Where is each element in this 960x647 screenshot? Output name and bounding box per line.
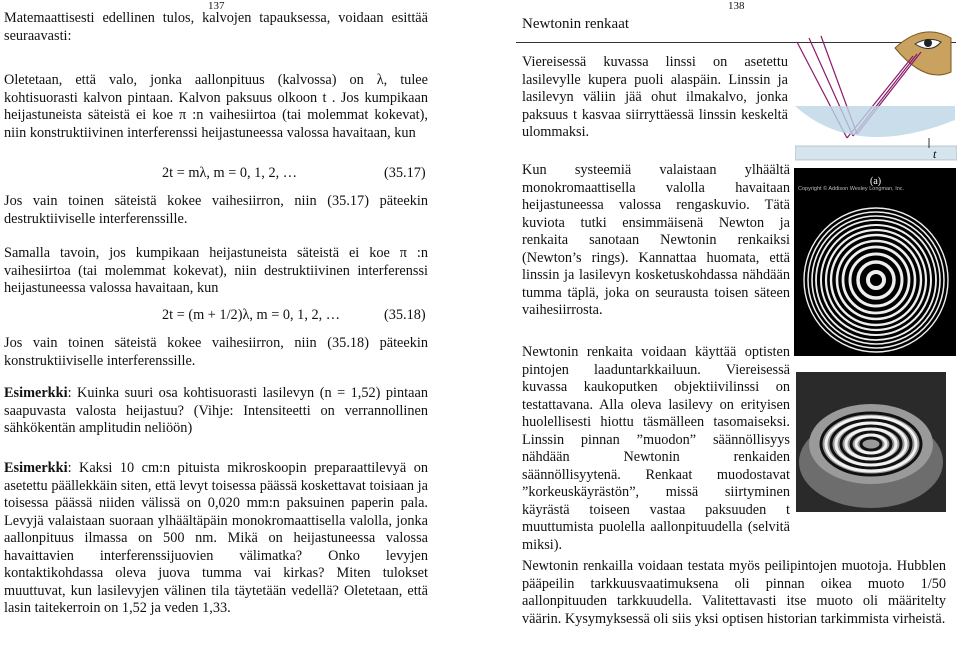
paragraph-lens-setup: Viereisessä kuvassa linssi on asetettu lasilevylle kupera puoli alaspäin. Linssin ja lasilevyn väliin jää ohut ilmakalvo, jonka paksuus t kasvaa siirryttäessä linssin keskeltä ulommaksi. — [522, 54, 788, 140]
newtons-rings-photo — [794, 168, 956, 356]
example-2 — [4, 460, 428, 618]
example-1 — [4, 385, 428, 438]
equation-number-35-17: (35.17) — [384, 165, 426, 181]
lens-test-photo — [796, 372, 946, 512]
paragraph-phase-shift-2: Jos vain toinen säteistä kokee vaihesiirron, niin (35.18) päteekin konstruktiiviselle interferenssille. — [4, 335, 428, 369]
figure-copyright: Copyright © Addison Wesley Longman, Inc. — [798, 186, 905, 192]
figure-label-a: (a) — [870, 176, 882, 187]
section-heading: Newtonin renkaat — [522, 16, 630, 32]
paragraph-ring-pattern: Kun systeemiä valaistaan ylhäältä monokromaattisella valolla havaitaan heijastuneessa valossa rengaskuvio. Tätä kuviota tutki ensimmäisenä Newton ja renkaita sanotaan Newtonin renkaiksi (Newton’s rings). Kannattaa huomata, että linssin ja lasilevyn kosketuskohdassa nähdään tumma täplä, joka on seurausta toisen säteen vaihesiirrosta. — [522, 162, 790, 318]
paragraph-assumption: Oletetaan, että valo, jonka aallonpituus (kalvossa) on λ, tulee kohtisuorasti kalvon pintaan. Kalvon paksuus olkoon t . Jos kumpikaan heijastuneista säteistä ei koe π :n vaihesiirtoa (tai molemmat kokevat), niin konstruktiivinen interferenssi heijastuneessa valossa havaitaan, kun — [4, 72, 428, 141]
paragraph-destructive: Samalla tavoin, jos kumpikaan heijastuneista säteistä ei koe π :n vaihesiirtoa (tai molemmat kokevat), niin destruktiivinen interferenssi heijastuneessa valossa havaitaan, kun — [4, 245, 428, 296]
page-number-left: 137 — [208, 0, 225, 12]
paragraph-hubble: Newtonin renkailla voidaan testata myös peilipintojen muotoja. Hubblen pääpeilin tarkkuusvaatimuksena oli pinnan oikea muoto 1/50 aallonpituuden tarkkuudella. Valitettavasti itse muoto oli määritelty väärin. Kysymyksessä oli siis yksi optisen historian tarkimmista virheistä. — [522, 558, 946, 627]
example-1-label: Esimerkki — [4, 385, 68, 401]
thickness-label: t — [933, 147, 937, 161]
paragraph-phase-shift-1: Jos vain toinen säteistä kokee vaihesiirron, niin (35.17) päteekin destruktiiviselle interferenssille. — [4, 193, 428, 227]
page-number-right: 138 — [728, 0, 745, 12]
paragraph-intro: Matemaattisesti edellinen tulos, kalvojen tapauksessa, voidaan esittää seuraavasti: — [4, 10, 428, 44]
equation-destructive: 2t = (m + 1/2)λ, m = 0, 1, 2, … — [162, 307, 341, 323]
example-2-label: Esimerkki — [4, 460, 68, 476]
equation-number-35-18: (35.18) — [384, 307, 426, 323]
example-1-text: : Kuinka suuri osa kohtisuorasti lasilevyn (n = 1,52) pintaan saapuvasta valosta heijastuu? (Vihje: Intensiteetti on verrannollinen sähkökentän amplitudin neliöön) — [4, 385, 428, 436]
paragraph-quality-control: Newtonin renkaita voidaan käyttää optisten pintojen laaduntarkkailuun. Viereisessä kuvassa kaukoputken objektiivilinssi on testattavana. Alla oleva lasilevy on erityisen huolellisesti hiottu täsmälleen tasomaiseksi. Linssin pinnan ”muodon” säännöllisyys nähdään Newtonin renkaiden säännöllisyytenä. Renkaat muodostavat ”korkeuskäyrästön”, missä siirtyminen käyrästä toiseen vastaa paksuuden t muuttumista puolella aallonpituudella (selvitä miksi). — [522, 344, 790, 553]
equation-constructive: 2t = mλ, m = 0, 1, 2, … — [162, 165, 298, 181]
convex-lens — [795, 106, 955, 137]
example-2-text: : Kaksi 10 cm:n pituista mikroskoopin preparaattilevyä on asetettu päällekkäin siten, että levyt toisessa päässä koskettavat toisiaan ja toisessa päässä niiden välissä on 0,020 mm:n paksuinen paperin pala. Levyjä valaistaan suoraan ylhäältäpäin monokromaattisella valolla, jonka aallonpituus ilmassa on 500 nm. Mikä on heijastuneessa valossa havaittavien interferenssijuovien välimatka? Onko levyjen kontaktikohdassa oleva juova tumma vai kirkas? Miten tulokset muuttuvat, kun lasilevyjen välinen tila täytetään vedellä? Oletetaan, että lasin taitekerroin on 1,52 ja veden 1,33. — [4, 460, 428, 616]
lens-on-plate-figure — [795, 26, 957, 162]
